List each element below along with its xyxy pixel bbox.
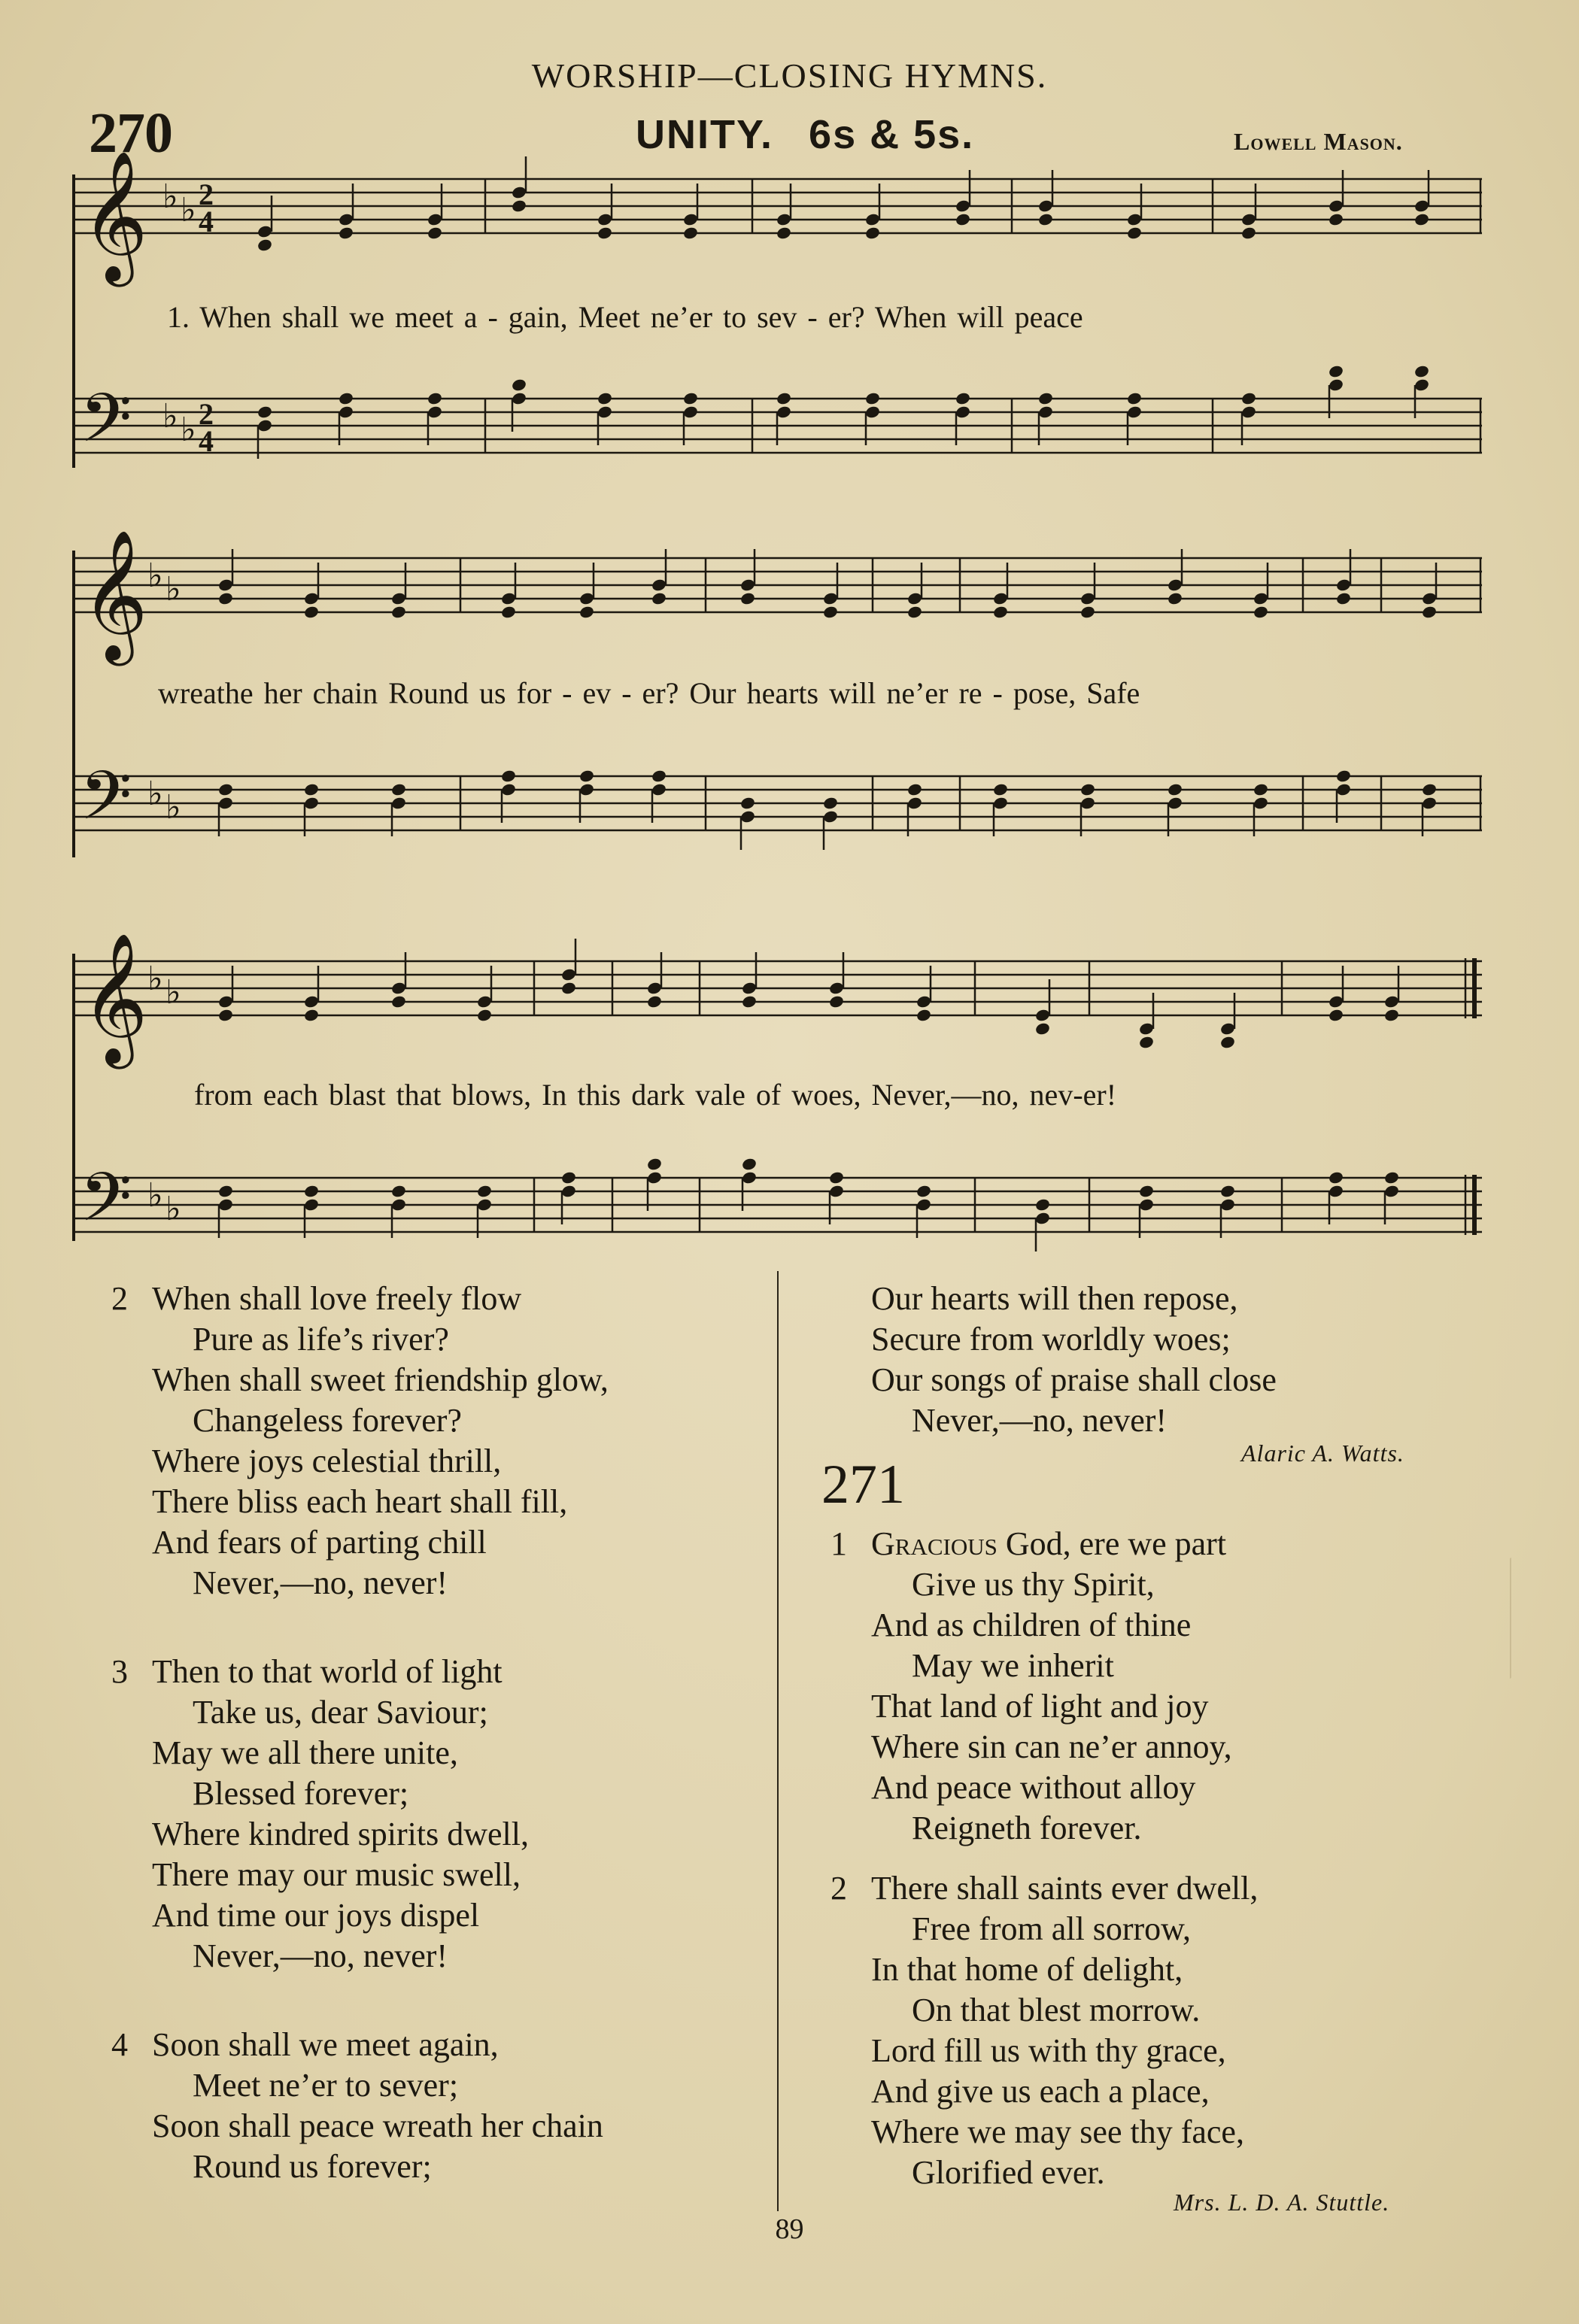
svg-text:𝄢: 𝄢 xyxy=(80,757,132,851)
svg-text:♭: ♭ xyxy=(181,411,196,448)
svg-text:𝄞: 𝄞 xyxy=(81,933,148,1063)
hymn-270-verse-2 xyxy=(111,1279,609,1603)
svg-text:♭: ♭ xyxy=(165,789,181,826)
verse-line: There shall saints ever dwell, xyxy=(871,1870,1259,1907)
verse-line: Never,—no, never! xyxy=(912,1402,1168,1439)
verse-line: Where we may see thy face, xyxy=(871,2113,1244,2150)
verse-line: Glorified ever. xyxy=(912,2154,1105,2191)
verse-line: Lord fill us with thy grace, xyxy=(871,2032,1226,2069)
verse-line: May we all there unite, xyxy=(152,1734,458,1771)
music-lyric-line-2: wreathe her chain Round us for - ev - er? Our hearts will ne’er re - pose, Safe xyxy=(158,676,1140,710)
tune-meter: 6s & 5s. xyxy=(809,112,975,157)
verse-line: Round us forever; xyxy=(193,2148,432,2185)
verse-line: Our hearts will then repose, xyxy=(871,1280,1238,1317)
hymn-271-author: Mrs. L. D. A. Stuttle. xyxy=(1174,2189,1390,2216)
verse-line: There bliss each heart shall fill, xyxy=(152,1483,568,1520)
verse-line: Free from all sorrow, xyxy=(912,1910,1192,1947)
verse-line: God, ere we part xyxy=(997,1525,1227,1562)
svg-text:♭: ♭ xyxy=(147,1177,163,1214)
svg-text:𝄞: 𝄞 xyxy=(81,150,148,281)
verse-line: Soon shall we meet again, xyxy=(152,2026,499,2063)
svg-text:♭: ♭ xyxy=(165,571,181,608)
svg-text:♭: ♭ xyxy=(165,1191,181,1227)
paper-crease xyxy=(1510,1510,1579,1679)
verse-line: Blessed forever; xyxy=(193,1775,409,1812)
verse-line: In that home of delight, xyxy=(871,1951,1183,1988)
verse-line: There may our music swell, xyxy=(152,1856,521,1893)
verse-line: Take us, dear Saviour; xyxy=(193,1694,488,1731)
svg-text:♭: ♭ xyxy=(147,557,163,594)
svg-text:4: 4 xyxy=(199,205,214,238)
hymn-271-verse-1 xyxy=(830,1524,1232,1849)
verse-line: Where kindred spirits dwell, xyxy=(152,1816,529,1852)
svg-text:𝄞: 𝄞 xyxy=(81,529,148,660)
verse-number: 3 xyxy=(111,1653,128,1690)
tune-title: UNITY. xyxy=(636,112,774,157)
hymn-270-verse-4-continued xyxy=(871,1279,1277,1441)
verse-line: Pure as life’s river? xyxy=(193,1321,449,1358)
verse-line: On that blest morrow. xyxy=(912,1992,1201,2028)
svg-text:♭: ♭ xyxy=(147,775,163,812)
verse-line: That land of light and joy xyxy=(871,1688,1209,1725)
hymn-270-verse-4 xyxy=(111,2025,603,2187)
verse-line: And as children of thine xyxy=(871,1606,1192,1643)
svg-text:♭: ♭ xyxy=(181,192,196,229)
verse-line: When shall sweet friendship glow, xyxy=(152,1361,609,1398)
verse-line: Our songs of praise shall close xyxy=(871,1361,1277,1398)
verse-line: Never,—no, never! xyxy=(193,1937,448,1974)
hymn-number-270: 270 xyxy=(89,102,172,165)
verse-line: Then to that world of light xyxy=(152,1653,503,1690)
svg-text:♭: ♭ xyxy=(162,398,178,435)
running-head: WORSHIP—CLOSING HYMNS. xyxy=(531,56,1048,95)
svg-text:𝄢: 𝄢 xyxy=(80,1159,132,1253)
music-lyric-line-1: 1. When shall we meet a - gain, Meet ne’er to sev - er? When will peace xyxy=(167,300,1083,334)
verse-line: Meet ne’er to sever; xyxy=(193,2067,459,2104)
svg-text:♭: ♭ xyxy=(165,974,181,1011)
music-lyric-line-3: from each blast that blows, In this dark vale of woes, Never,—no, nev-er! xyxy=(194,1078,1117,1112)
composer-credit: Lowell Mason. xyxy=(1234,128,1403,155)
page-number: 89 xyxy=(775,2213,804,2245)
verse-line: And fears of parting chill xyxy=(152,1524,487,1561)
verse-line: May we inherit xyxy=(912,1647,1114,1684)
verse-number: 2 xyxy=(830,1870,847,1907)
column-divider xyxy=(777,1271,779,2211)
verse-line: Changeless forever? xyxy=(193,1402,462,1439)
svg-text:2: 2 xyxy=(199,177,214,211)
verse-line: Secure from worldly woes; xyxy=(871,1321,1231,1358)
verse-line: Never,—no, never! xyxy=(193,1564,448,1601)
verse-line: Give us thy Spirit, xyxy=(912,1566,1155,1603)
first-word: Gracious xyxy=(871,1525,998,1562)
verse-line: When shall love freely flow xyxy=(152,1280,522,1317)
verse-line: And give us each a place, xyxy=(871,2073,1210,2110)
svg-text:♭: ♭ xyxy=(162,178,178,215)
verse-number: 1 xyxy=(830,1525,847,1562)
hymn-271-verse-2 xyxy=(830,1868,1258,2193)
verse-line: Soon shall peace wreath her chain xyxy=(152,2107,603,2144)
verse-number: 2 xyxy=(111,1280,128,1317)
hymn-270-author: Alaric A. Watts. xyxy=(1241,1440,1404,1467)
verse-line: Where sin can ne’er annoy, xyxy=(871,1728,1232,1765)
svg-text:4: 4 xyxy=(199,424,214,458)
svg-text:♭: ♭ xyxy=(147,960,163,997)
hymn-270-verse-3 xyxy=(111,1652,529,1977)
svg-text:2: 2 xyxy=(199,397,214,431)
svg-text:𝄢: 𝄢 xyxy=(80,380,132,474)
verse-line: And time our joys dispel xyxy=(152,1897,480,1934)
verse-line: Reigneth forever. xyxy=(912,1810,1142,1846)
verse-line: And peace without alloy xyxy=(871,1769,1196,1806)
verse-number: 4 xyxy=(111,2026,128,2063)
hymn-number-271: 271 xyxy=(821,1454,905,1515)
verse-line: Where joys celestial thrill, xyxy=(152,1443,502,1479)
